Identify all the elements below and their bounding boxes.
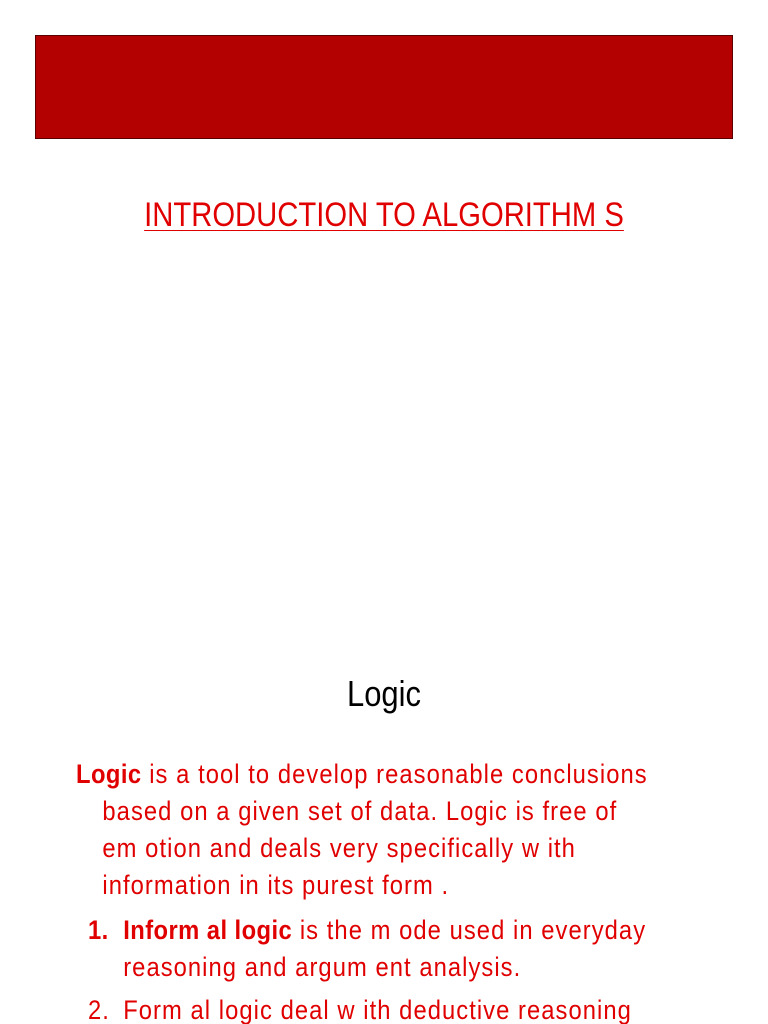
paragraph-line: em otion and deals very specifically w ith xyxy=(102,833,576,863)
list-item-informal-logic: 1. Inform al logic is the m ode used in everyday reasoning and argum ent analysis. xyxy=(88,912,704,986)
paragraph-line: based on a given set of data. Logic is free of xyxy=(102,796,618,826)
informal-logic-term: Inform al logic xyxy=(123,915,293,945)
list-item-number: 1. xyxy=(88,915,109,945)
list-item-formal-logic: 2. Form al logic deal w ith deductive reasoning xyxy=(88,995,632,1024)
list-item-continuation: reasoning and argum ent analysis. xyxy=(123,952,522,982)
logic-definition-paragraph xyxy=(76,756,683,904)
slide-title: INTRODUCTION TO ALGORITHM S xyxy=(144,196,624,234)
logic-term: Logic xyxy=(76,759,142,789)
paragraph-line: information in its purest form . xyxy=(102,870,450,900)
list-item-number: 2. xyxy=(88,995,110,1024)
section-heading: Logic xyxy=(346,673,422,714)
header-banner xyxy=(35,35,733,139)
paragraph-line: Logic is a tool to develop reasonable conclusions xyxy=(76,759,648,789)
